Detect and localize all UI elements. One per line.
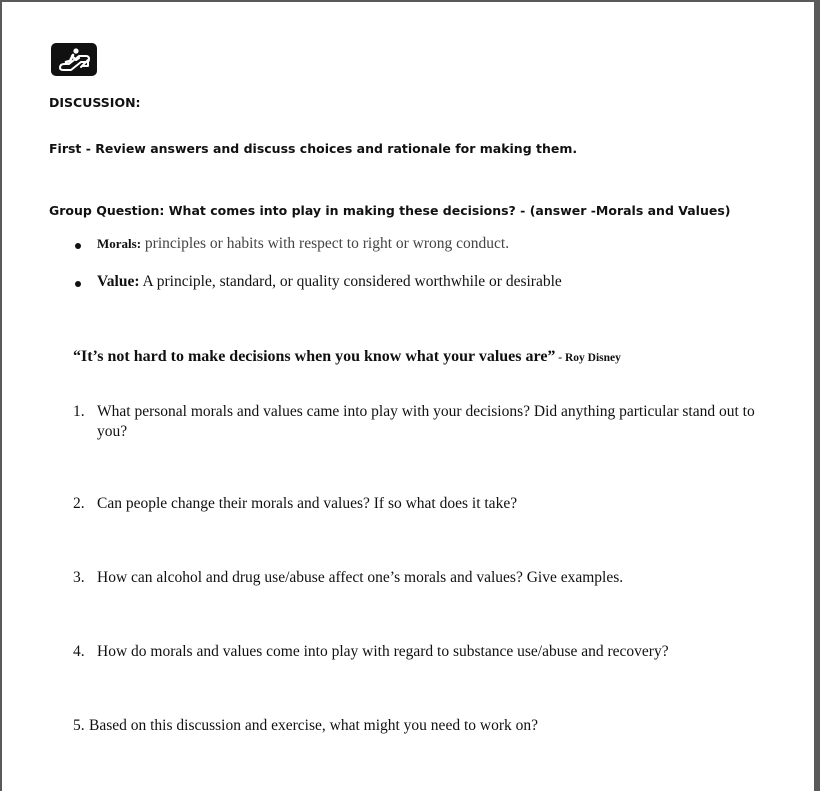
bullet-item-value	[97, 273, 562, 291]
question-number: 1.	[73, 403, 85, 420]
escalator-logo	[51, 43, 97, 76]
question-text: What personal morals and values came into play with your decisions? Did anything particular stand out to you?	[97, 403, 755, 440]
first-instruction: First - Review answers and discuss choices and rationale for making them.	[49, 141, 578, 156]
document-page	[2, 2, 814, 791]
bullet-definition: principles or habits with respect to right or wrong conduct.	[141, 235, 510, 252]
question-number: 2.	[73, 495, 85, 512]
discussion-heading: DISCUSSION:	[49, 95, 141, 110]
bullet-dot	[75, 243, 81, 249]
quote	[73, 348, 621, 366]
question-text: Based on this discussion and exercise, what might you need to work on?	[89, 717, 538, 734]
question-number: 4.	[73, 643, 85, 660]
group-question: Group Question: What comes into play in making these decisions? - (answer -Morals and Values)	[49, 203, 731, 218]
bullet-term: Value:	[97, 273, 140, 290]
question-text: Can people change their morals and values? If so what does it take?	[97, 495, 518, 512]
quote-author: - Roy Disney	[555, 352, 621, 364]
question-number: 5.	[73, 717, 85, 734]
question-text: How do morals and values come into play with regard to substance use/abuse and recovery?	[97, 643, 669, 660]
bullet-item-morals	[97, 235, 509, 253]
bullet-definition: A principle, standard, or quality considered worthwhile or desirable	[139, 273, 562, 290]
question-text: How can alcohol and drug use/abuse affect one’s morals and values? Give examples.	[97, 569, 624, 586]
bullet-term: Morals:	[97, 236, 142, 251]
bullet-dot	[75, 281, 81, 287]
escalator-icon	[55, 46, 93, 74]
question-number: 3.	[73, 569, 85, 586]
quote-text: “It’s not hard to make decisions when you know what your values are”	[73, 348, 556, 365]
